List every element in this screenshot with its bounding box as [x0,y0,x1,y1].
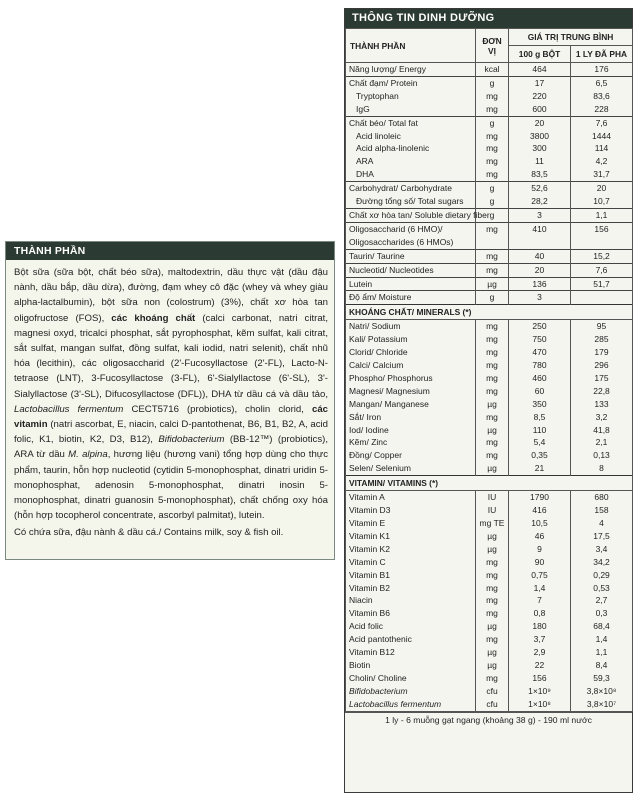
value-per-cup: 10,7 [571,195,633,208]
value-per-cup: 1,4 [571,633,633,646]
value-per-100g: 5,4 [509,436,571,449]
nutrient-name: Acid alpha-linolenic [346,142,476,155]
nutrient-row [346,277,633,291]
ingredients-segment: (calci carbonat, natri citrat, magnesi oxyd, tricalci phosphat, sắt pyrophosphat, kẽm sulfat, kali citrat, sắt sulfat, mangan sulfat, đồng sulfat, kali iodid, natri selenit), chất nhũ hóa (lecithin), các oligosaccharid (2'-Fucosyllactose (2'-FL), Lacto-N-tetraose (LNT), 3-Fucosyllactose (3-FL), 6'-Sialyllactose (6'-SL), 3'-Sialyllactose (3'-SL), Difucosyllactose (DFL)), DHA từ dầu cá và dầu tảo, [14,312,328,400]
nutrient-row [346,103,633,116]
value-per-100g: 470 [509,346,571,359]
nutrient-unit: mg [476,372,509,385]
value-per-100g: 136 [509,277,571,291]
nutrient-row [346,249,633,263]
nutrient-unit: mg [476,249,509,263]
value-per-100g: 2,9 [509,646,571,659]
nutrient-name: Phospho/ Phosphorus [346,372,476,385]
value-per-100g: 1×10⁹ [509,685,571,698]
nutrient-name: Sắt/ Iron [346,411,476,424]
nutrient-unit: g [476,291,509,305]
header-unit: ĐƠN VỊ [476,29,509,63]
nutrient-row [346,76,633,89]
value-per-cup: 34,2 [571,556,633,569]
nutrient-row [346,517,633,530]
value-per-cup: 1,1 [571,646,633,659]
value-per-cup: 68,4 [571,620,633,633]
nutrient-row [346,142,633,155]
ingredients-segment: Bifidobacterium [158,434,225,446]
nutrient-row [346,685,633,698]
value-per-cup: 680 [571,491,633,504]
nutrient-row [346,372,633,385]
value-per-100g: 1×10⁸ [509,698,571,711]
value-per-cup: 7,6 [571,263,633,277]
value-per-100g: 40 [509,249,571,263]
nutrient-name: Vitamin B6 [346,607,476,620]
nutrient-row [346,530,633,543]
value-per-100g: 83,5 [509,168,571,181]
nutrient-row [346,63,633,77]
ingredients-segment: (BB-12™) (probiotics), ARA từ dầu [14,434,328,461]
nutrient-unit: mg [476,168,509,181]
ingredients-segment: CECT5716 (probiotics), cholin clorid, [123,403,312,415]
value-per-cup: 22,8 [571,385,633,398]
value-per-cup: 0,53 [571,582,633,595]
nutrient-name: Chất đạm/ Protein [346,76,476,89]
ingredients-segment: Bột sữa (sữa bột, chất béo sữa), maltodextrin, dầu thực vật (dầu đậu nành, dầu bắp, dầu dừa), đường, đạm whey cô đặc (whey và whey giàu alpha-lactalbumin), bột sữa non (colostrum) (3%), chất xơ hòa tan oligofructose (FOS), [14,267,328,324]
allergen-statement: Có chứa sữa, đậu nành & dầu cá./ Contains milk, soy & fish oil. [14,527,284,539]
value-per-cup: 133 [571,398,633,411]
nutrient-unit: µg [476,462,509,475]
nutrient-name: DHA [346,168,476,181]
nutrient-row [346,155,633,168]
nutrient-unit: µg [476,543,509,556]
value-per-100g: 20 [509,263,571,277]
nutrient-name: IgG [346,103,476,116]
value-per-cup: 158 [571,504,633,517]
value-per-100g: 250 [509,320,571,333]
section-header-row [346,305,633,320]
value-per-cup: 15,2 [571,249,633,263]
nutrient-row [346,449,633,462]
nutrient-unit: mg [476,90,509,103]
nutrient-unit: mg [476,449,509,462]
nutrient-row [346,320,633,333]
nutrient-unit: mg [476,582,509,595]
nutrient-row [346,195,633,208]
value-per-100g: 180 [509,620,571,633]
nutrient-name: Vitamin K2 [346,543,476,556]
value-per-100g: 20 [509,116,571,129]
nutrient-name: Năng lượng/ Energy [346,63,476,77]
nutrient-unit: mg [476,594,509,607]
nutrition-table [345,28,633,712]
value-per-100g: 28,2 [509,195,571,208]
nutrient-name: Đồng/ Copper [346,449,476,462]
nutrient-unit: mg [476,607,509,620]
nutrient-name: Iod/ Iodine [346,424,476,437]
value-per-100g: 1,4 [509,582,571,595]
nutrient-unit: mg [476,556,509,569]
nutrient-row [346,698,633,711]
value-per-100g: 416 [509,504,571,517]
value-per-cup: 2,7 [571,594,633,607]
nutrient-name: Natri/ Sodium [346,320,476,333]
nutrient-row [346,398,633,411]
nutrient-row [346,359,633,372]
nutrient-name: ARA [346,155,476,168]
value-per-cup: 285 [571,333,633,346]
value-per-100g: 464 [509,63,571,77]
nutrient-name: Chất béo/ Total fat [346,116,476,129]
nutrient-name: Lutein [346,277,476,291]
nutrient-row [346,346,633,359]
ingredients-segment: (natri ascorbat, E, niacin, calci D-pantothenat, B6, B1, B2, A, acid folic, K1, biotin, K2, D3, B12), [14,419,328,446]
nutrient-row [346,424,633,437]
nutrient-unit: IU [476,504,509,517]
nutrient-unit: mg [476,142,509,155]
nutrient-name: Calci/ Calcium [346,359,476,372]
nutrient-row [346,462,633,475]
nutrient-row [346,633,633,646]
nutrient-name: Acid linoleic [346,130,476,143]
value-per-100g: 350 [509,398,571,411]
value-per-cup: 228 [571,103,633,116]
nutrient-unit: mg [476,672,509,685]
header-name: THÀNH PHẦN [346,29,476,63]
value-per-cup: 1444 [571,130,633,143]
value-per-100g: 300 [509,142,571,155]
nutrient-row [346,90,633,103]
value-per-100g: 22 [509,659,571,672]
nutrient-name: Vitamin C [346,556,476,569]
value-per-100g: 410 [509,222,571,249]
nutrient-name: Magnesi/ Magnesium [346,385,476,398]
nutrient-unit: µg [476,424,509,437]
nutrient-unit: µg [476,530,509,543]
value-per-cup: 156 [571,222,633,249]
value-per-cup: 3,2 [571,411,633,424]
nutrient-name: Vitamin E [346,517,476,530]
nutrient-row [346,208,633,222]
nutrient-name: Vitamin K1 [346,530,476,543]
nutrient-name: Độ ẩm/ Moisture [346,291,476,305]
nutrient-row [346,659,633,672]
value-per-100g: 21 [509,462,571,475]
ingredients-body [14,267,328,521]
nutrient-unit: g [476,195,509,208]
nutrient-name: Mangan/ Manganese [346,398,476,411]
nutrient-row [346,556,633,569]
value-per-cup: 7,6 [571,116,633,129]
value-per-cup: 31,7 [571,168,633,181]
nutrient-unit: µg [476,398,509,411]
header-average: GIÁ TRỊ TRUNG BÌNH [509,29,633,46]
value-per-100g: 90 [509,556,571,569]
nutrient-row [346,607,633,620]
nutrient-unit: mg [476,633,509,646]
nutrient-unit: mg [476,263,509,277]
value-per-100g: 1790 [509,491,571,504]
value-per-100g: 110 [509,424,571,437]
value-per-cup: 2,1 [571,436,633,449]
nutrient-name: Acid folic [346,620,476,633]
nutrient-row [346,222,633,249]
value-per-cup: 1,1 [571,208,633,222]
nutrient-row [346,411,633,424]
value-per-cup: 0,13 [571,449,633,462]
nutrient-row [346,263,633,277]
ingredients-segment: Lactobacillus fermentum [14,403,124,415]
nutrient-unit: g [476,208,509,222]
nutrient-unit: mg [476,411,509,424]
value-per-cup: 4 [571,517,633,530]
nutrient-unit: mg [476,385,509,398]
nutrient-unit: g [476,116,509,129]
nutrient-unit: mg [476,222,509,249]
nutrient-name: Clorid/ Chloride [346,346,476,359]
nutrient-row [346,491,633,504]
value-per-cup: 6,5 [571,76,633,89]
value-per-cup: 296 [571,359,633,372]
value-per-100g: 3 [509,291,571,305]
nutrient-unit: µg [476,277,509,291]
section-header-row [346,476,633,491]
nutrient-name: Chất xơ hòa tan/ Soluble dietary fiber [346,208,476,222]
nutrition-rows [346,63,633,712]
nutrient-name: Oligosaccharid (6 HMO)/ Oligosaccharides (6 HMOs) [346,222,476,249]
value-per-cup: 3,8×10⁷ [571,698,633,711]
nutrient-name: Tryptophan [346,90,476,103]
value-per-100g: 8,5 [509,411,571,424]
nutrient-name: Cholin/ Choline [346,672,476,685]
serving-note: 1 ly - 6 muỗng gạt ngang (khoảng 38 g) - 190 ml nước [345,712,632,727]
value-per-100g: 600 [509,103,571,116]
nutrient-name: Vitamin B2 [346,582,476,595]
value-per-cup: 176 [571,63,633,77]
nutrient-name: Acid pantothenic [346,633,476,646]
nutrient-name: Selen/ Selenium [346,462,476,475]
nutrient-unit: cfu [476,685,509,698]
nutrient-unit: mg [476,569,509,582]
value-per-100g: 3,7 [509,633,571,646]
value-per-cup: 20 [571,182,633,195]
nutrient-unit: mg [476,346,509,359]
value-per-cup: 17,5 [571,530,633,543]
value-per-100g: 52,6 [509,182,571,195]
nutrient-row [346,333,633,346]
nutrient-unit: IU [476,491,509,504]
value-per-cup: 83,6 [571,90,633,103]
value-per-100g: 220 [509,90,571,103]
value-per-100g: 46 [509,530,571,543]
value-per-cup: 4,2 [571,155,633,168]
nutrient-row [346,646,633,659]
nutrient-name: Niacin [346,594,476,607]
value-per-100g: 0,8 [509,607,571,620]
nutrient-unit: mg [476,359,509,372]
nutrient-name: Carbohydrat/ Carbohydrate [346,182,476,195]
ingredients-title: THÀNH PHẦN [6,242,334,260]
value-per-cup: 114 [571,142,633,155]
nutrient-row [346,594,633,607]
nutrient-row [346,672,633,685]
nutrient-unit: cfu [476,698,509,711]
nutrient-unit: µg [476,646,509,659]
value-per-100g: 60 [509,385,571,398]
value-per-100g: 7 [509,594,571,607]
nutrient-row [346,116,633,129]
nutrient-row [346,543,633,556]
nutrient-row [346,620,633,633]
value-per-100g: 11 [509,155,571,168]
ingredients-panel [5,241,335,560]
nutrient-unit: mg [476,333,509,346]
value-per-100g: 750 [509,333,571,346]
nutrient-name: Kali/ Potassium [346,333,476,346]
value-per-cup: 3,4 [571,543,633,556]
value-per-cup: 8 [571,462,633,475]
ingredients-text [6,260,334,541]
value-per-cup: 3,8×10⁸ [571,685,633,698]
value-per-100g: 156 [509,672,571,685]
nutrient-name: Taurin/ Taurine [346,249,476,263]
nutrient-unit: mg [476,103,509,116]
nutrition-title: THÔNG TIN DINH DƯỠNG [345,9,632,28]
value-per-100g: 0,75 [509,569,571,582]
value-per-100g: 17 [509,76,571,89]
nutrient-row [346,182,633,195]
nutrient-name: Nucleotid/ Nucleotides [346,263,476,277]
value-per-100g: 3800 [509,130,571,143]
value-per-cup: 179 [571,346,633,359]
nutrient-unit: mg [476,320,509,333]
nutrient-unit: g [476,76,509,89]
section-title: KHOÁNG CHẤT/ MINERALS (*) [346,305,633,320]
nutrient-row [346,168,633,181]
value-per-cup: 0,3 [571,607,633,620]
nutrient-name: Đường tổng số/ Total sugars [346,195,476,208]
value-per-100g: 780 [509,359,571,372]
nutrient-unit: g [476,182,509,195]
ingredients-segment: M. alpina [68,449,108,461]
nutrient-name: Kẽm/ Zinc [346,436,476,449]
value-per-cup: 51,7 [571,277,633,291]
nutrient-unit: mg [476,436,509,449]
nutrient-row [346,436,633,449]
nutrient-row [346,569,633,582]
nutrient-name: Bifidobacterium [346,685,476,698]
ingredients-segment: các khoáng chất [111,312,196,324]
value-per-cup: 41,8 [571,424,633,437]
nutrient-name: Vitamin D3 [346,504,476,517]
section-title: VITAMIN/ VITAMINS (*) [346,476,633,491]
nutrient-row [346,291,633,305]
nutrient-unit: mg [476,130,509,143]
value-per-cup: 95 [571,320,633,333]
value-per-cup: 8,4 [571,659,633,672]
value-per-100g: 0,35 [509,449,571,462]
nutrient-row [346,582,633,595]
header-per-100g: 100 g BỘT [509,46,571,63]
nutrient-name: Vitamin A [346,491,476,504]
nutrient-name: Lactobacillus fermentum [346,698,476,711]
nutrient-name: Vitamin B1 [346,569,476,582]
value-per-100g: 10,5 [509,517,571,530]
nutrition-panel [344,8,633,793]
value-per-100g: 3 [509,208,571,222]
value-per-cup [571,291,633,305]
nutrient-row [346,385,633,398]
value-per-100g: 9 [509,543,571,556]
ingredients-segment: các vitamin [14,403,328,431]
nutrient-unit: mg [476,155,509,168]
nutrient-row [346,504,633,517]
nutrient-row [346,130,633,143]
nutrient-name: Vitamin B12 [346,646,476,659]
nutrient-unit: µg [476,659,509,672]
value-per-cup: 175 [571,372,633,385]
value-per-100g: 460 [509,372,571,385]
nutrient-name: Biotin [346,659,476,672]
value-per-cup: 59,3 [571,672,633,685]
nutrient-unit: mg TE [476,517,509,530]
nutrient-unit: µg [476,620,509,633]
ingredients-segment: , hương liệu (hương vani) tổng hợp dùng cho thực phẩm, taurin, hỗn hợp nucleotid (cytidin 5-monophosphat, dinatri uridin 5-monophosphat, adenosin 5-monophosphat, dinatri inosin 5-monophosphat, dinatri guanosin 5-monophosphat), chất chống oxy hóa (hỗn hợp tocopherol concentrate, ascorbyl palmitat), lutein. [14,449,328,522]
nutrient-unit: kcal [476,63,509,77]
header-per-cup: 1 LY ĐÃ PHA [571,46,633,63]
value-per-cup: 0,29 [571,569,633,582]
